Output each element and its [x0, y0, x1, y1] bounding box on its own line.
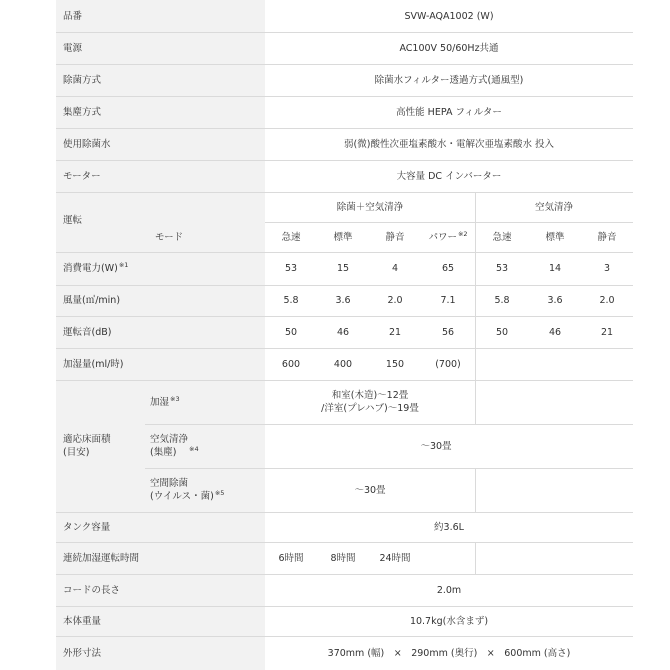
- continuous-label: 連続加湿運転時間: [56, 542, 265, 574]
- divider: [475, 380, 476, 424]
- weight-label: 本体重量: [56, 606, 265, 636]
- table-cell: 50: [495, 326, 509, 338]
- cord-value: 2.0m: [436, 584, 462, 596]
- table-cell: 7.1: [440, 295, 456, 306]
- sterilization-value: 除菌水フィルター透過方式(通風型): [374, 74, 524, 86]
- table-cell: 8時間: [330, 552, 356, 564]
- divider: [56, 32, 633, 33]
- divider: [265, 222, 633, 223]
- mode-cell: 標準: [333, 231, 353, 243]
- motor-value: 大容量 DC インバーター: [396, 170, 502, 182]
- divider: [56, 96, 633, 97]
- table-cell: 65: [441, 263, 455, 274]
- model-label: 品番: [56, 0, 265, 32]
- table-cell: 53: [284, 263, 298, 274]
- group-sterilize-air: 除菌＋空気清浄: [336, 201, 404, 213]
- table-cell: 21: [388, 326, 402, 338]
- mode-cell: 静音: [597, 231, 617, 243]
- table-cell: 3.6: [547, 295, 563, 306]
- divider: [56, 252, 633, 253]
- power-source-label: 電源: [56, 32, 265, 64]
- mode-label: モード: [145, 222, 265, 252]
- divider: [145, 424, 633, 425]
- group-air-clean: 空気清浄: [534, 201, 573, 213]
- divider: [56, 160, 633, 161]
- tank-value: 約3.6L: [434, 521, 464, 533]
- dust-collection-label: 集塵方式: [56, 96, 265, 128]
- table-cell: 46: [336, 326, 350, 338]
- weight-value: 10.7kg(水含まず): [409, 615, 489, 627]
- mode-cell: 急速: [281, 231, 301, 243]
- divider: [56, 606, 633, 607]
- dimensions-label: 外形寸法: [56, 636, 265, 670]
- mode-cell: 急速: [492, 231, 512, 243]
- model-value: SVW-AQA1002 (W): [404, 10, 494, 22]
- floor-space-label: 空間除菌 (ウイルス・菌) ※5: [145, 468, 265, 512]
- airflow-label: 風量(㎥/min): [56, 285, 265, 316]
- dimensions-value: 370mm (幅) × 290mm (奥行) × 600mm (高さ): [327, 647, 571, 659]
- table-cell: 5.8: [283, 295, 299, 306]
- cord-label: コードの長さ: [56, 574, 265, 606]
- motor-label: モーター: [56, 160, 265, 192]
- operation-label: 運転: [56, 192, 265, 252]
- divider: [475, 542, 476, 574]
- table-cell: 2.0: [387, 295, 403, 306]
- divider: [56, 64, 633, 65]
- divider: [56, 512, 633, 513]
- table-cell: 56: [441, 326, 455, 338]
- divider: [145, 468, 633, 469]
- power-consumption-label: 消費電力(W) ※1: [56, 252, 265, 285]
- divider: [56, 285, 633, 286]
- floor-humid-value: 和室(木造)～12畳 /洋室(プレハブ)～19畳: [321, 390, 419, 414]
- divider: [475, 192, 476, 380]
- table-cell: 53: [495, 263, 509, 274]
- humidification-label: 加湿量(ml/時): [56, 348, 265, 380]
- floor-humid-label: 加湿 ※3: [145, 380, 265, 424]
- divider: [56, 316, 633, 317]
- tank-label: タンク容量: [56, 512, 265, 542]
- divider: [56, 128, 633, 129]
- table-cell: 150: [385, 358, 405, 370]
- water-value: 弱(微)酸性次亜塩素酸水・電解次亜塩素酸水 投入: [344, 138, 554, 150]
- table-cell: 600: [281, 358, 301, 370]
- table-cell: 6時間: [278, 552, 304, 564]
- table-cell: 3: [603, 263, 611, 274]
- mode-cell: 標準: [545, 231, 565, 243]
- floor-area-label: 適応床面積 (目安): [56, 380, 265, 512]
- table-cell: 14: [548, 263, 562, 274]
- table-cell: 50: [284, 326, 298, 338]
- water-label: 使用除菌水: [56, 128, 265, 160]
- table-cell: 46: [548, 326, 562, 338]
- divider: [56, 380, 633, 381]
- table-cell: 4: [391, 263, 399, 274]
- table-cell: 3.6: [335, 295, 351, 306]
- table-cell: (700): [435, 358, 461, 370]
- table-cell: 5.8: [494, 295, 510, 306]
- table-cell: 21: [600, 326, 614, 338]
- floor-air-value: ～30畳: [420, 440, 452, 452]
- divider: [56, 574, 633, 575]
- divider: [56, 348, 633, 349]
- divider: [56, 192, 633, 193]
- dust-collection-value: 高性能 HEPA フィルター: [396, 106, 502, 118]
- divider: [475, 468, 476, 512]
- table-cell: 15: [336, 263, 350, 274]
- floor-space-value: ～30畳: [354, 484, 386, 496]
- mode-cell: 静音: [385, 231, 405, 243]
- table-cell: 24時間: [379, 552, 411, 564]
- power-source-value: AC100V 50/60Hz共通: [399, 42, 499, 54]
- mode-cell: パワー ※2: [428, 229, 468, 243]
- table-cell: 2.0: [599, 295, 615, 306]
- divider: [56, 542, 633, 543]
- noise-label: 運転音(dB): [56, 316, 265, 348]
- table-cell: 400: [333, 358, 353, 370]
- divider: [56, 636, 633, 637]
- sterilization-label: 除菌方式: [56, 64, 265, 96]
- floor-air-label: 空気清浄 (集塵) ※4: [145, 424, 265, 468]
